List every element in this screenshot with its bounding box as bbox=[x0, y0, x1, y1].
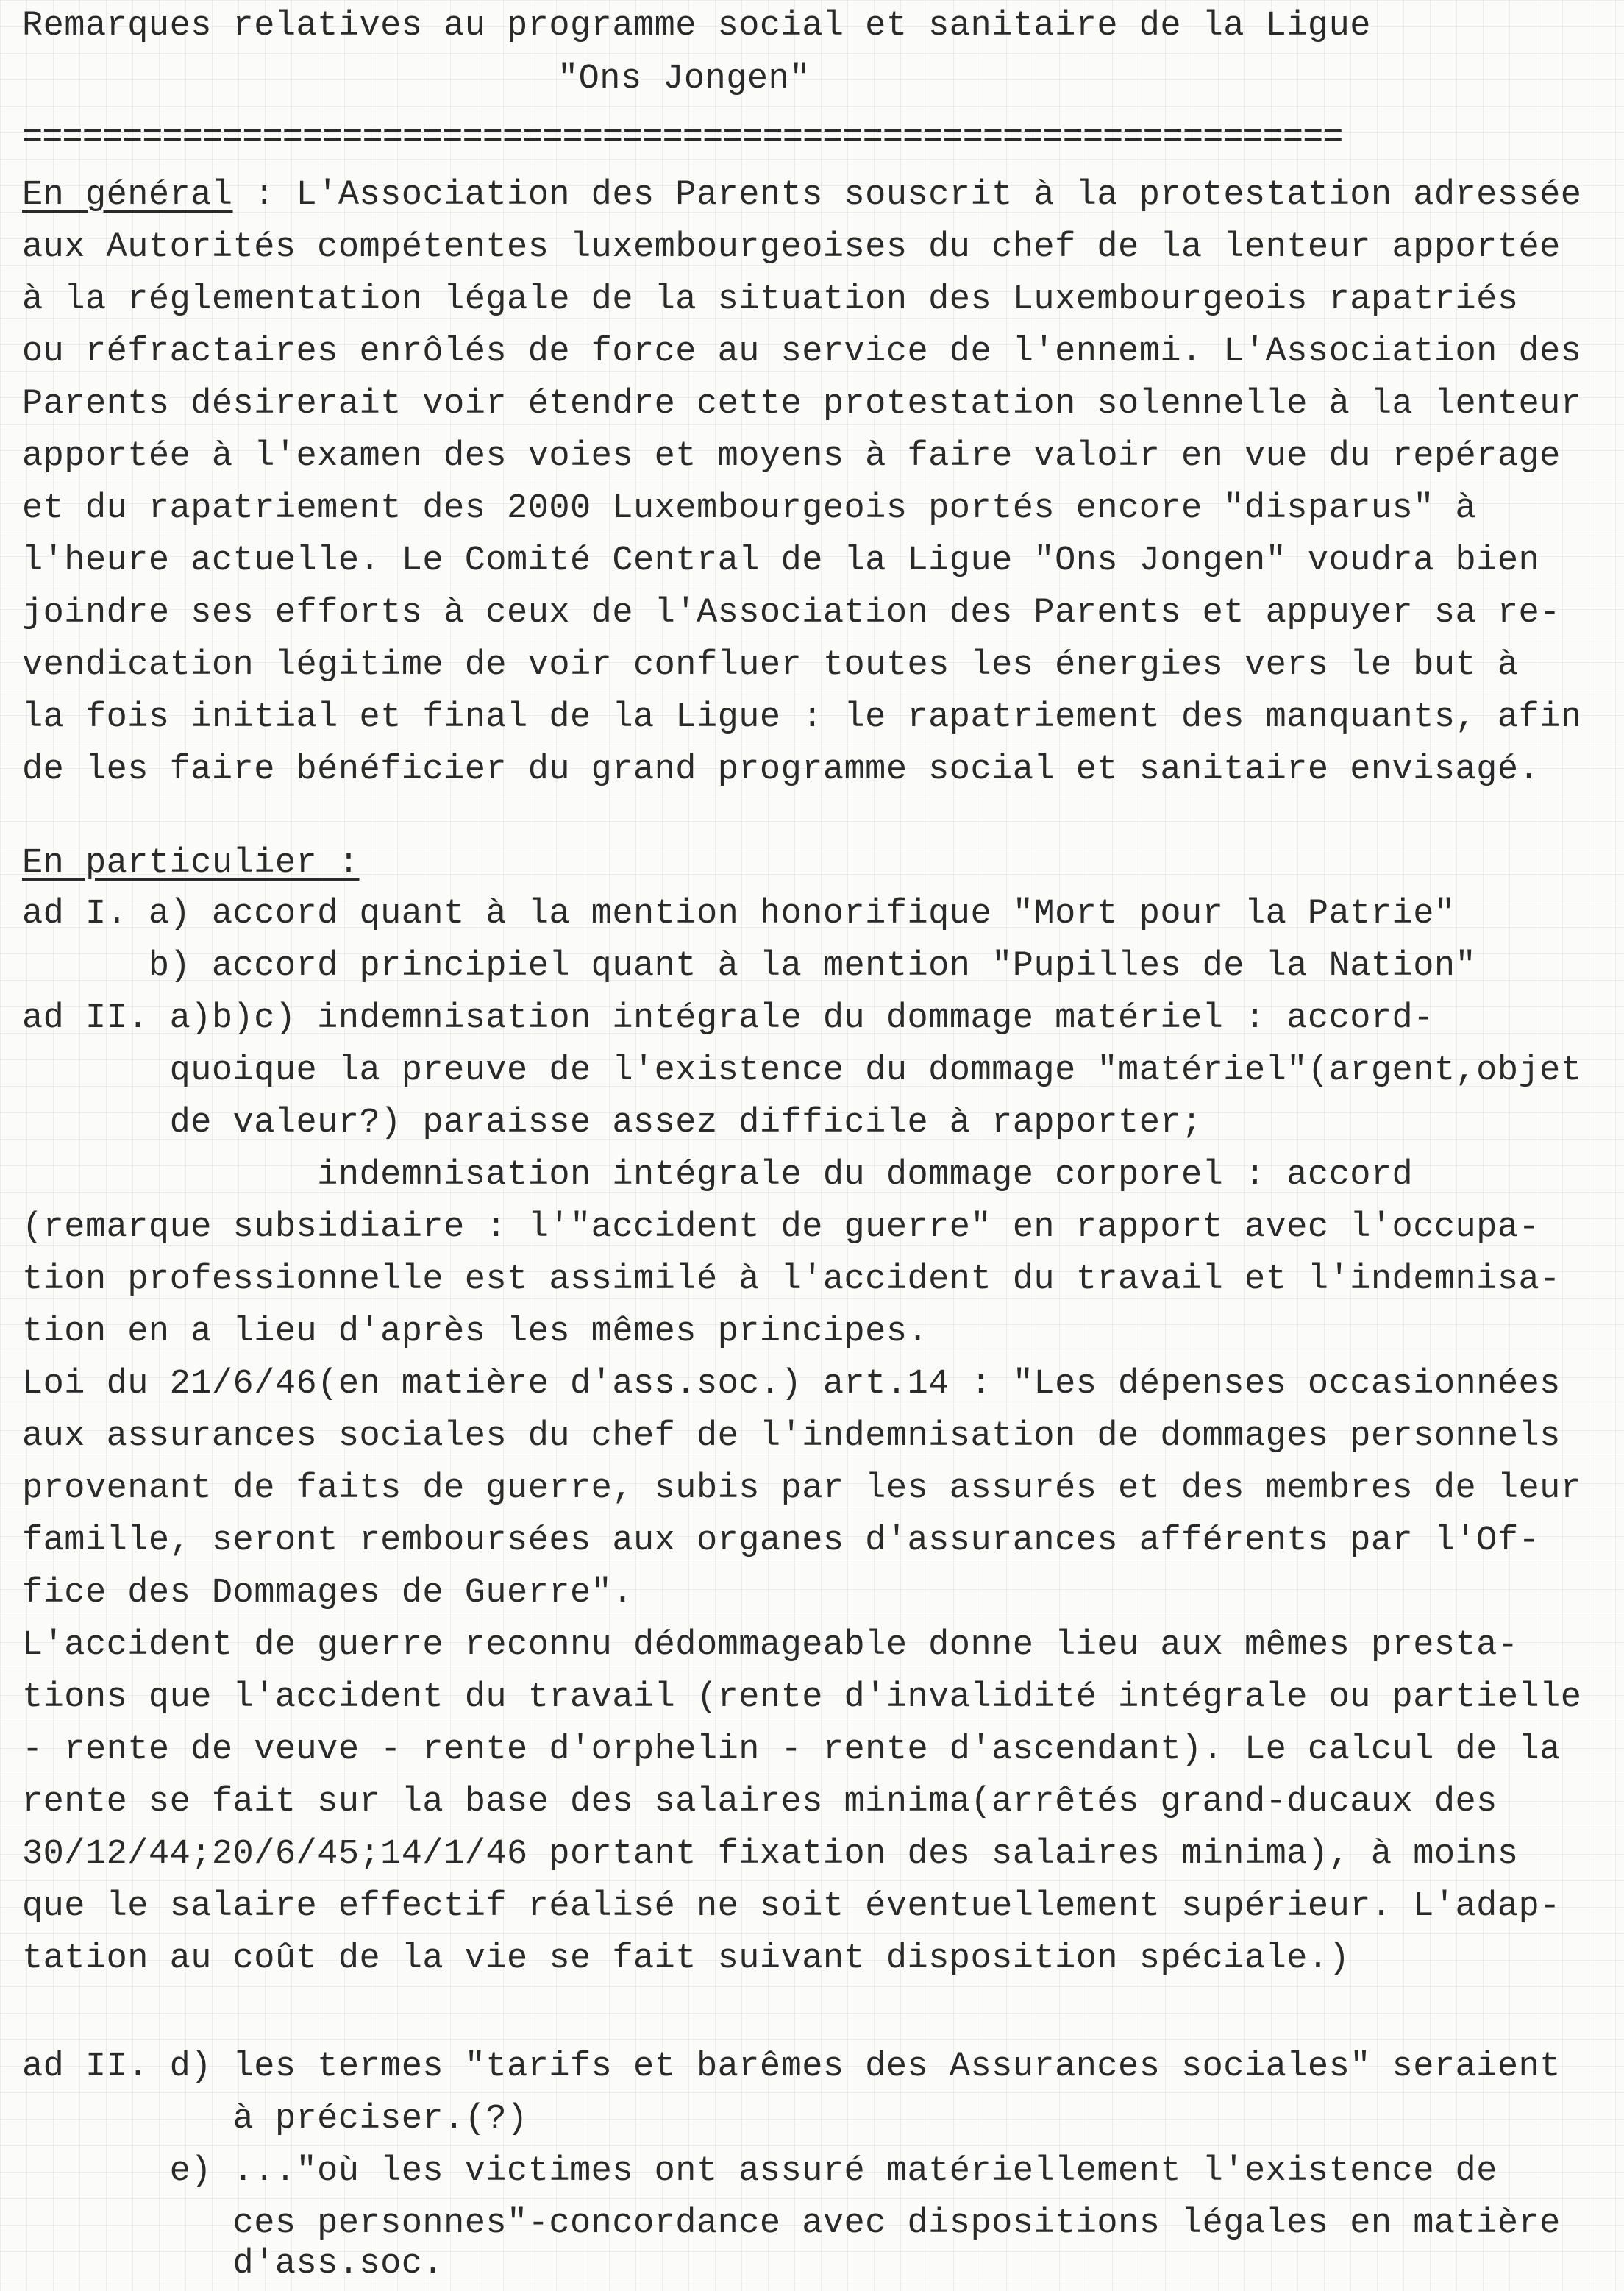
particular-line-6: (remarque subsidiaire : l'"accident de guerre" en rapport avec l'occupa- bbox=[22, 1208, 1540, 1247]
general-line-8: joindre ses efforts à ceux de l'Association des Parents et appuyer sa re- bbox=[22, 594, 1561, 633]
ad2-line-4: d'ass.soc. bbox=[22, 2245, 444, 2284]
particular-line-9: Loi du 21/6/46(en matière d'ass.soc.) art.14 : "Les dépenses occasionnées bbox=[22, 1365, 1561, 1404]
general-line-2: à la réglementation légale de la situation des Luxembourgeois rapatriés bbox=[22, 280, 1519, 319]
general-line-6: et du rapatriement des 2000 Luxembourgeois portés encore "disparus" à bbox=[22, 489, 1477, 528]
document-title-line-2: "Ons Jongen" bbox=[558, 60, 811, 99]
particular-line-4: de valeur?) paraisse assez difficile à rapporter; bbox=[22, 1104, 1203, 1143]
particular-line-1: b) accord principiel quant à la mention "Pupilles de la Nation" bbox=[22, 947, 1477, 986]
particular-line-18: 30/12/44;20/6/45;14/1/46 portant fixation des salaires minima), à moins bbox=[22, 1835, 1519, 1874]
general-line-3: ou réfractaires enrôlés de force au service de l'ennemi. L'Association des bbox=[22, 333, 1582, 372]
particular-line-11: provenant de faits de guerre, subis par les assurés et des membres de leur bbox=[22, 1469, 1582, 1508]
general-line-4: Parents désirerait voir étendre cette protestation solennelle à la lenteur bbox=[22, 385, 1582, 424]
particular-line-10: aux assurances sociales du chef de l'indemnisation de dommages personnels bbox=[22, 1417, 1561, 1456]
particular-line-20: tation au coût de la vie se fait suivant disposition spéciale.) bbox=[22, 1939, 1350, 1978]
general-line-1: aux Autorités compétentes luxembourgeoises du chef de la lenteur apportée bbox=[22, 228, 1561, 267]
particular-line-14: L'accident de guerre reconnu dédommageable donne lieu aux mêmes presta- bbox=[22, 1626, 1519, 1665]
particular-line-7: tion professionnelle est assimilé à l'accident du travail et l'indemnisa- bbox=[22, 1260, 1561, 1299]
particular-line-8: tion en a lieu d'après les mêmes principes. bbox=[22, 1313, 929, 1351]
general-line-9: vendication légitime de voir confluer toutes les énergies vers le but à bbox=[22, 646, 1519, 685]
particular-line-15: tions que l'accident du travail (rente d'invalidité intégrale ou partielle bbox=[22, 1678, 1582, 1717]
general-line-7: l'heure actuelle. Le Comité Central de la Ligue "Ons Jongen" voudra bien bbox=[22, 541, 1540, 580]
particular-line-5: indemnisation intégrale du dommage corporel : accord bbox=[22, 1156, 1414, 1195]
general-paragraph-line-1 bbox=[22, 175, 1581, 216]
ad2-line-3: ces personnes"-concordance avec dispositions légales en matière bbox=[22, 2204, 1561, 2243]
particular-line-17: rente se fait sur la base des salaires minima(arrêtés grand-ducaux des bbox=[22, 1783, 1497, 1822]
ad2-line-2: e) ..."où les victimes ont assuré matériellement l'existence de bbox=[22, 2152, 1497, 2191]
particular-line-2: ad II. a)b)c) indemnisation intégrale du dommage matériel : accord- bbox=[22, 999, 1434, 1038]
particular-line-13: fice des Dommages de Guerre". bbox=[22, 1574, 633, 1613]
ad2-line-1: à préciser.(?) bbox=[22, 2100, 528, 2139]
general-line-0: : L'Association des Parents souscrit à la protestation adressée bbox=[232, 176, 1582, 215]
particular-heading: En particulier : bbox=[22, 844, 360, 883]
particular-line-19: que le salaire effectif réalisé ne soit éventuellement supérieur. L'adap- bbox=[22, 1887, 1561, 1926]
general-heading: En général bbox=[22, 176, 233, 215]
particular-line-16: - rente de veuve - rente d'orphelin - rente d'ascendant). Le calcul de la bbox=[22, 1730, 1561, 1769]
particular-line-12: famille, seront remboursées aux organes d'assurances afférents par l'Of- bbox=[22, 1521, 1540, 1560]
general-line-10: la fois initial et final de la Ligue : le rapatriement des manquants, afin bbox=[22, 698, 1582, 737]
title-separator: ================================================================== bbox=[22, 118, 1343, 157]
general-line-5: apportée à l'examen des voies et moyens à faire valoir en vue du repérage bbox=[22, 437, 1561, 476]
ad2-line-0: ad II. d) les termes "tarifs et barêmes des Assurances sociales" seraient bbox=[22, 2047, 1561, 2086]
particular-line-3: quoique la preuve de l'existence du dommage "matériel"(argent,objet bbox=[22, 1051, 1582, 1090]
document-title-line-1: Remarques relatives au programme social et sanitaire de la Ligue bbox=[22, 7, 1371, 46]
particular-line-0: ad I. a) accord quant à la mention honorifique "Mort pour la Patrie" bbox=[22, 895, 1456, 934]
general-line-11: de les faire bénéficier du grand programme social et sanitaire envisagé. bbox=[22, 750, 1540, 789]
